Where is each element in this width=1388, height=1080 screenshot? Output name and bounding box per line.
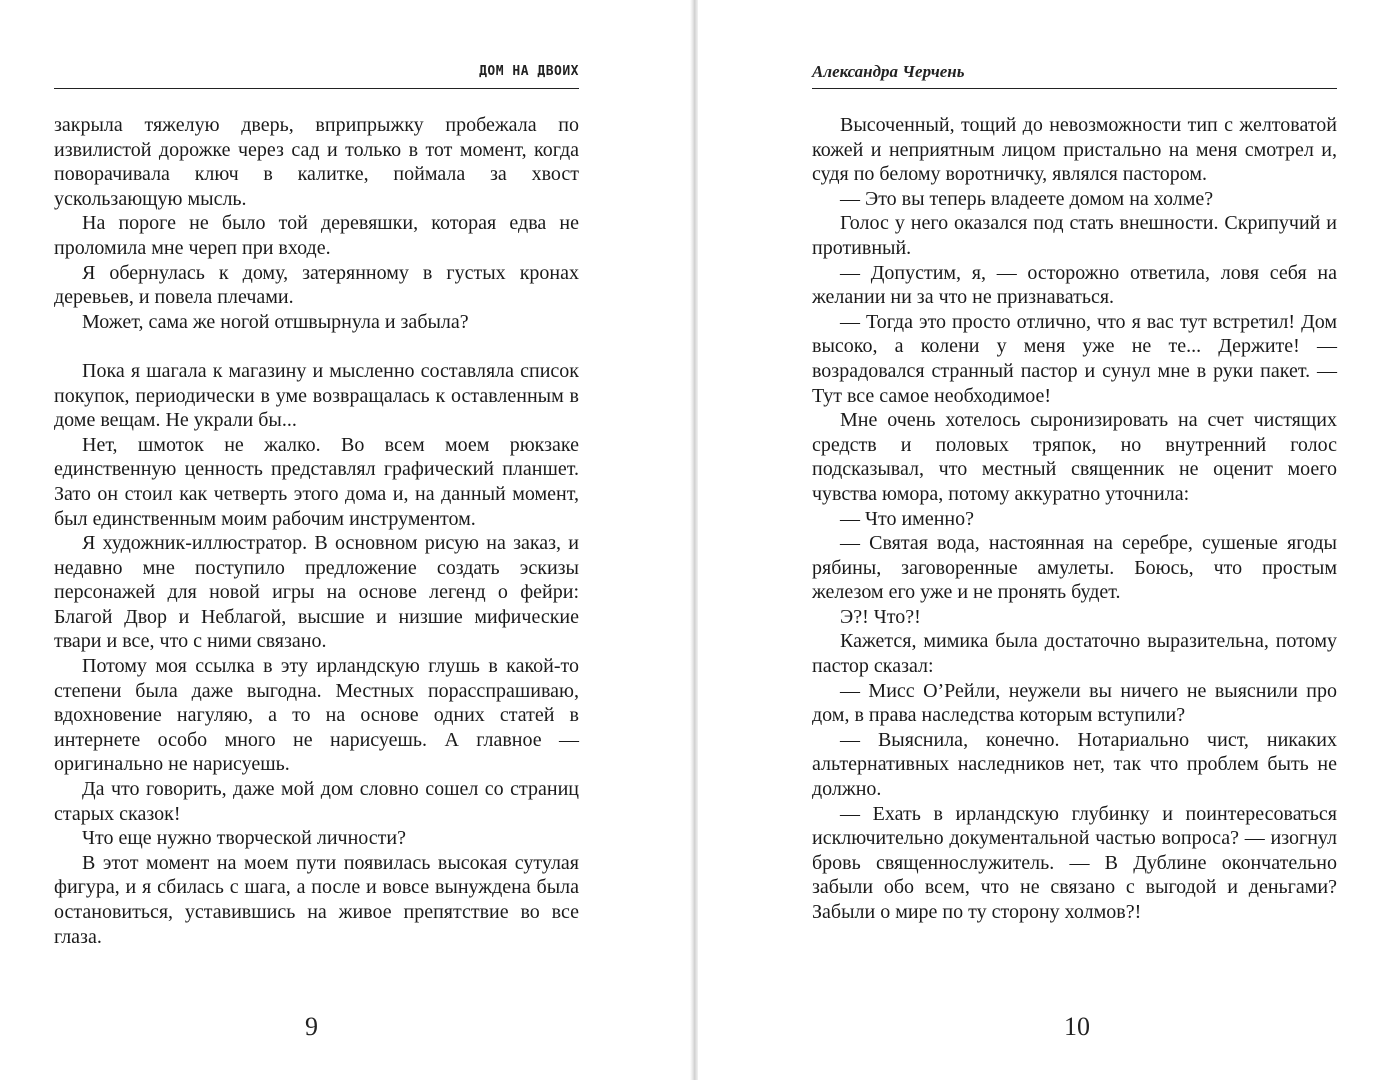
paragraph: — Допустим, я, — осторожно ответила, ловя себя на желании ни за что не признаваться. xyxy=(812,261,1337,309)
page-body xyxy=(812,113,1337,925)
paragraph: На пороге не было той деревяшки, которая едва не проломила мне череп при входе. xyxy=(54,212,579,259)
paragraph: Потому моя ссылка в эту ирландскую глушь в какой-то степени была даже выгодна. Местных порасспрашиваю, вдохновение нагуляю, а то на основе одних статей в интернете особо много не нарисуешь. А главное — оригинально не нарисуешь. xyxy=(54,655,579,776)
book-title: ДОМ НА ДВОИХ xyxy=(479,64,579,79)
paragraph: Высоченный, тощий до невозможности тип с желтоватой кожей и неприятным лицом пристально на меня смотрел и, судя по белому воротничку, являлся пастором. xyxy=(812,114,1337,186)
paragraph: закрыла тяжелую дверь, вприпрыжку пробежала по извилистой дорожке через сад и только в тот момент, когда поворачивала ключ в калитке, поймала за хвост ускользающую мысль. xyxy=(54,114,579,210)
paragraph: Я художник-иллюстратор. В основном рисую на заказ, и недавно мне поступило предложение создать эскизы персонажей для новой игры на основе легенд о фейри: Благой Двор и Неблагой, высшие и низшие мифические твари и все, что с ними связано. xyxy=(54,532,579,653)
running-head xyxy=(812,62,1337,89)
author-name: Александра Черчень xyxy=(812,62,965,81)
paragraph: — Святая вода, настоянная на серебре, сушеные ягоды рябины, заговоренные амулеты. Боюсь, что простым железом его уже и не пронять будет. xyxy=(812,532,1337,604)
page-number: 9 xyxy=(305,1012,318,1041)
book-gutter xyxy=(690,0,698,1080)
paragraph: Может, сама же ногой отшвырнула и забыла? xyxy=(82,310,469,333)
paragraph: Мне очень хотелось сыронизировать на счет чистящих средств и половых тряпок, но внутренний голос подсказывал, что местный священник не оценит моего чувства юмора, потому аккуратно уточнила: xyxy=(812,409,1337,505)
paragraph: — Тогда это просто отлично, что я вас тут встретил! Дом высоко, а колени у меня уже не те... Держите! — возрадовался странный пастор и сунул мне в руки пакет. — Тут все самое необходимое! xyxy=(812,310,1337,407)
paragraph: Кажется, мимика была достаточно выразительна, потому пастор сказал: xyxy=(812,630,1337,678)
paragraph: Да что говорить, даже мой дом словно сошел со страниц старых сказок! xyxy=(54,778,579,825)
paragraph: — Выяснила, конечно. Нотариально чист, никаких альтернативных наследников нет, так что проблем быть не должно. xyxy=(812,728,1337,801)
page-body xyxy=(54,113,579,949)
paragraph: — Что именно? xyxy=(840,507,974,530)
page-number: 10 xyxy=(1064,1012,1090,1041)
paragraph: Э?! Что?! xyxy=(840,605,921,628)
right-page xyxy=(812,0,1337,1080)
paragraph: Что еще нужно творческой личности? xyxy=(82,827,406,850)
paragraph: В этот момент на моем пути появилась высокая сутулая фигура, и я сбилась с шага, а после и вовсе вынуждена была остановиться, уставившись на живое препятствие во все глаза. xyxy=(54,851,579,948)
running-head xyxy=(54,62,579,89)
paragraph: Голос у него оказался под стать внешности. Скрипучий и противный. xyxy=(812,212,1337,259)
section-break xyxy=(54,334,579,359)
paragraph: Пока я шагала к магазину и мысленно составляла список покупок, периодически в уме возвращалась к оставленным в доме вещам. Не украли бы... xyxy=(54,359,579,432)
paragraph: — Это вы теперь владеете домом на холме? xyxy=(840,187,1214,210)
paragraph: — Ехать в ирландскую глубинку и поинтересоваться исключительно документальной частью вопроса? — изогнул бровь священнослужитель. — В Дублине окончательно забыли обо всем, что не связано с выгодой и деньгами? Забыли о мире по ту сторону холмов?! xyxy=(812,802,1337,923)
paragraph: Нет, шмоток не жалко. Во всем моем рюкзаке единственную ценность представлял графический планшет. Зато он стоил как четверть этого дома и, на данный момент, был единственным моим рабочим инструментом. xyxy=(54,433,579,530)
left-page xyxy=(54,0,579,1080)
paragraph: — Мисс О’Рейли, неужели вы ничего не выяснили про дом, в права наследства которым вступили? xyxy=(812,679,1337,727)
paragraph: Я обернулась к дому, затерянному в густых кронах деревьев, и повела плечами. xyxy=(54,261,579,309)
